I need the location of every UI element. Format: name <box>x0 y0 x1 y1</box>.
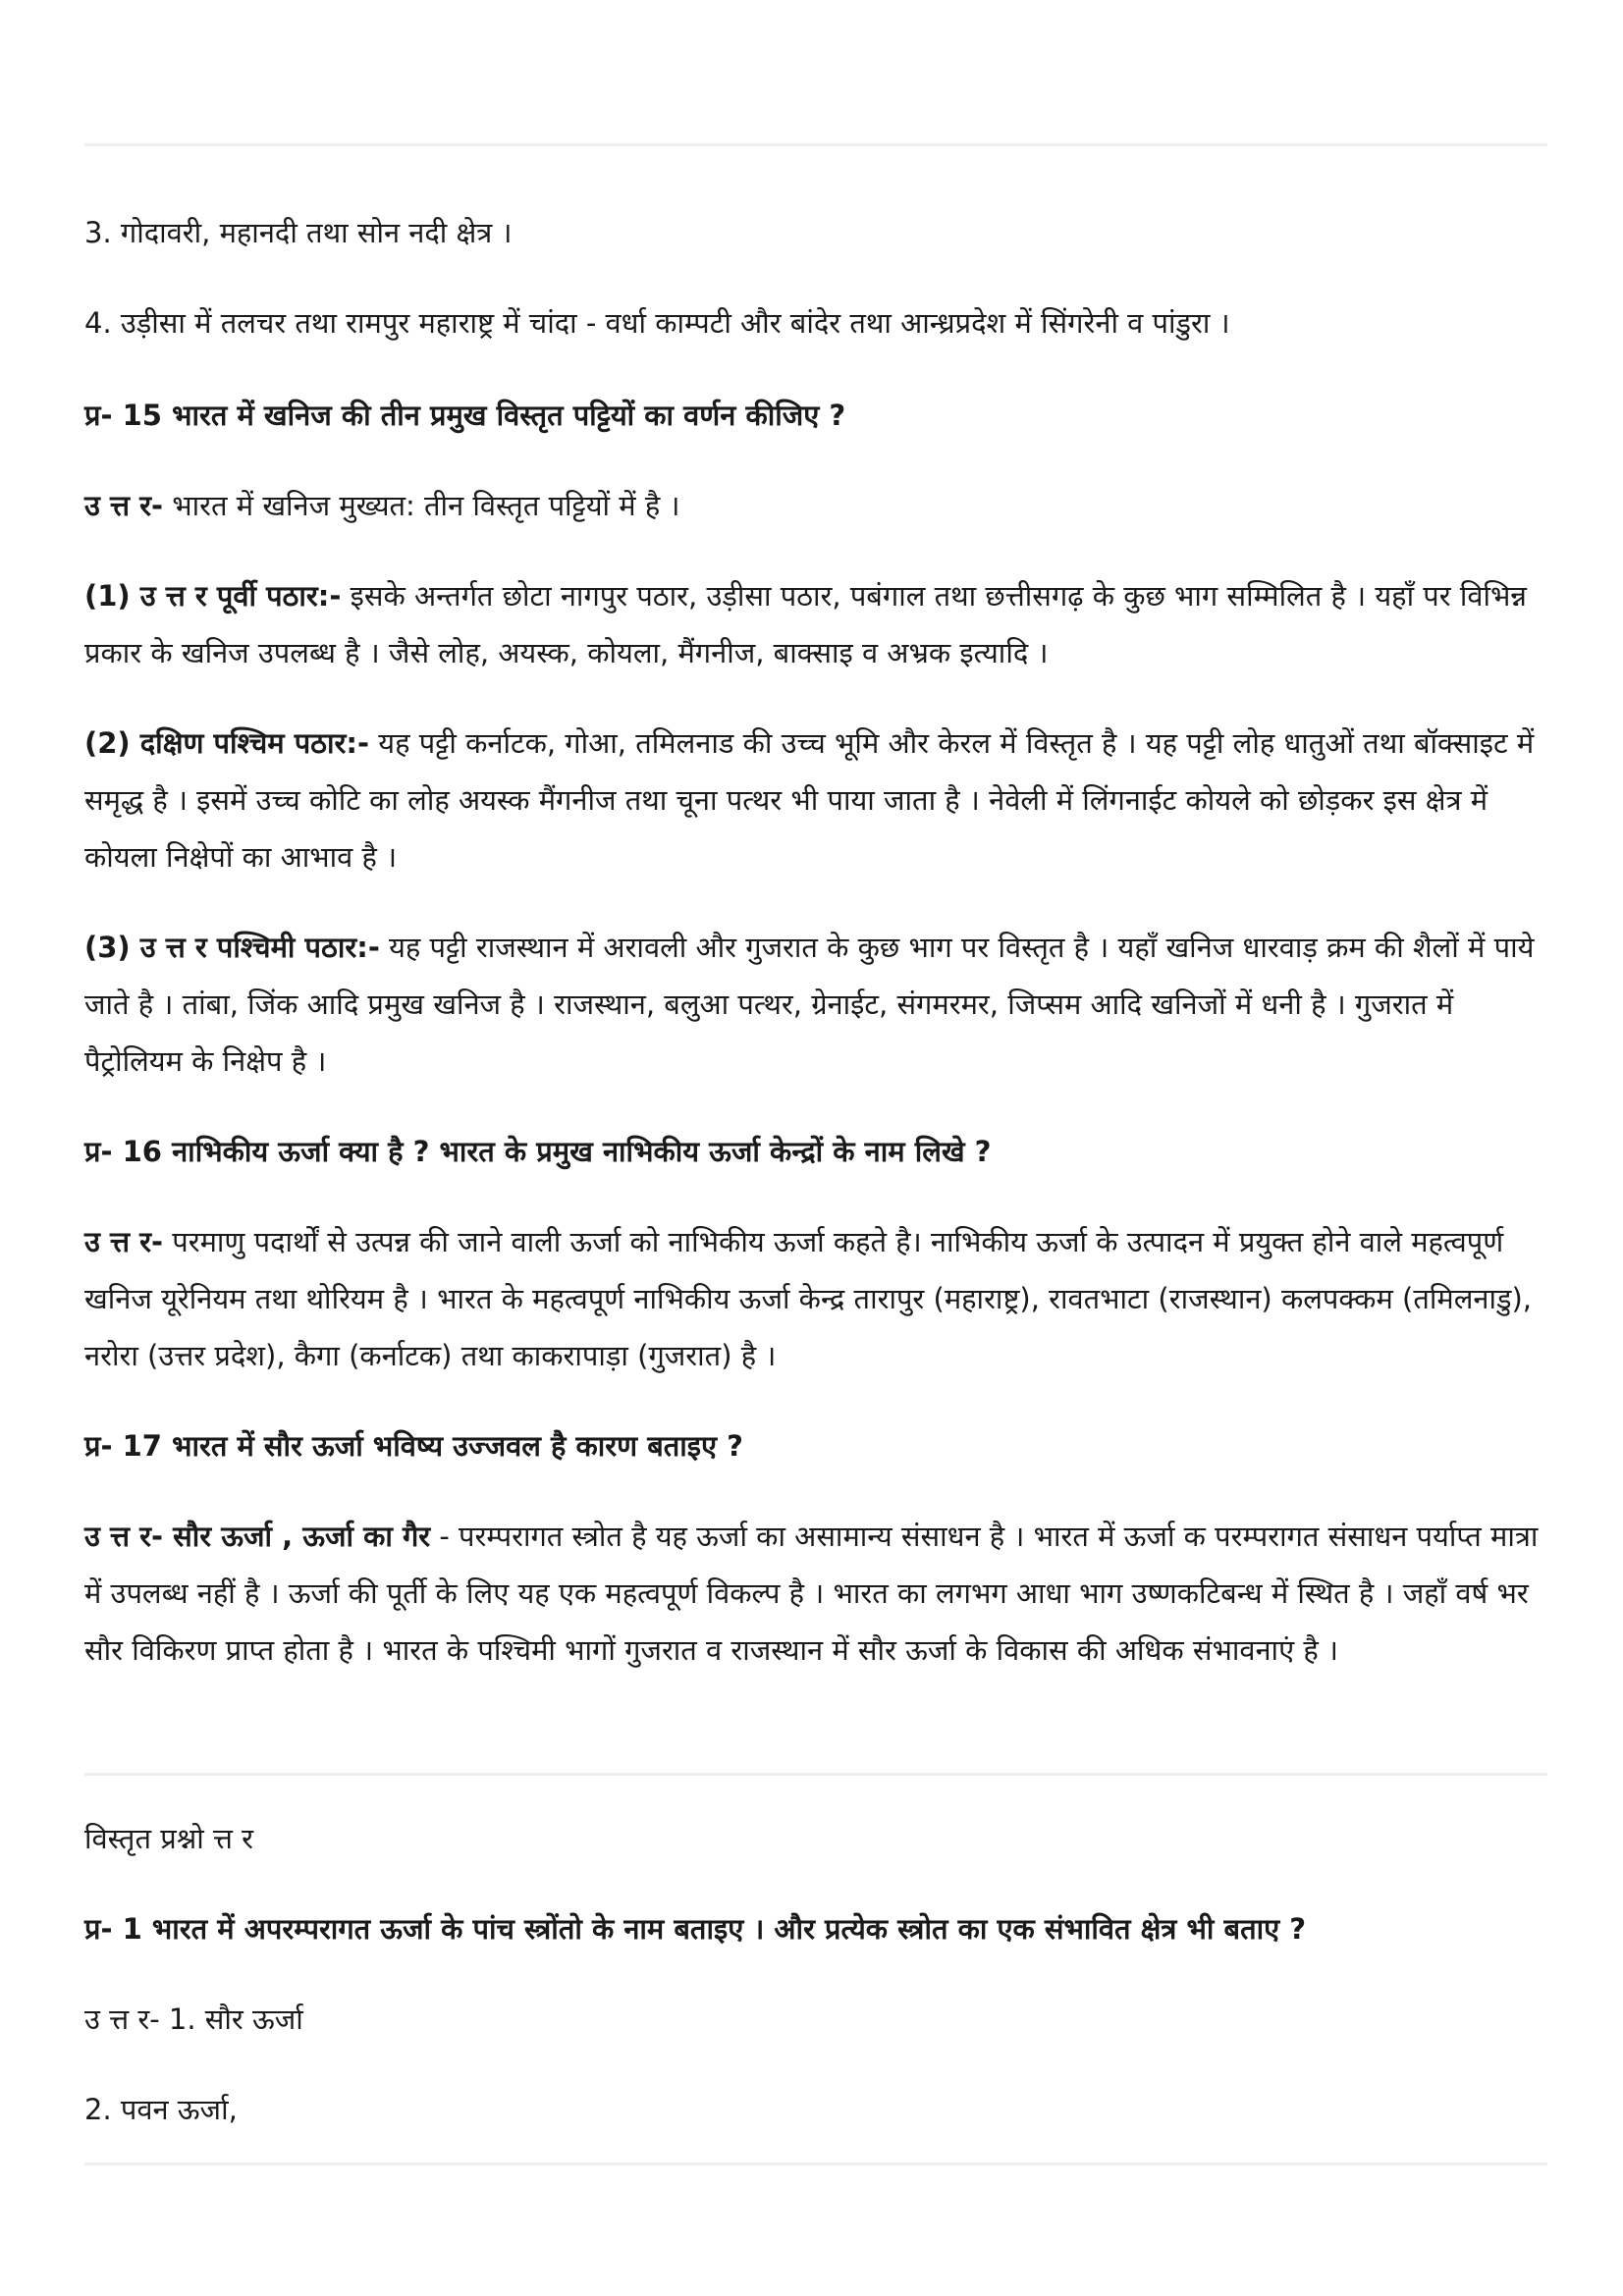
answer-17 <box>84 1508 1547 1679</box>
part-3 <box>84 919 1547 1090</box>
long-question-1: प्र- 1 भारत में अपरम्परागत ऊर्जा के पांच स्त्रोंतो के नाम बताइए । और प्रत्येक स्त्रोत का एक संभावित क्षेत्र भी बताए ? <box>84 1912 1307 1946</box>
part-label: (3) उ त्त र पश्चिमी पठार:- <box>84 931 380 964</box>
question-17: प्र- 17 भारत में सौर ऊर्जा भविष्य उज्जवल है कारण बताइए ? <box>84 1429 743 1463</box>
part-1 <box>84 567 1547 681</box>
part-text: यह पट्टी कर्नाटक, गोआ, तमिलनाड की उच्च भूमि और केरल में विस्तृत है । यह पट्टी लोह धातुओं तथा बॉक्साइट में समृद्ध है । इसमें उच्च कोटि का लोह अयस्क मैंगनीज तथा चूना पत्थर भी पाया जाता है । नेवेली में लिंगनाईट कोयले को छोड़कर इस क्षेत्र में कोयला निक्षेपों का आभाव है । <box>84 726 1535 874</box>
long-answer-item-2: 2. पवन ऊर्जा, <box>84 2093 238 2126</box>
question-16: प्र- 16 नाभिकीय ऊर्जा क्या है ? भारत के प्रमुख नाभिकीय ऊर्जा केन्द्रों के नाम लिखे ? <box>84 1135 992 1168</box>
answer-16 <box>84 1213 1547 1384</box>
bottom-divider <box>84 2163 1547 2165</box>
top-divider <box>84 143 1547 146</box>
answer-label: उ त्त र- <box>84 1225 164 1258</box>
part-label: (1) उ त्त र पूर्वी पठार:- <box>84 579 342 613</box>
answer-label: उ त्त र- <box>84 489 164 522</box>
part-text: इसके अन्तर्गत छोटा नागपुर पठार, उड़ीसा पठार, पबंगाल तथा छत्तीसगढ़ के कुछ भाग सम्मिलित है । यहाँ पर विभिन्न प्रकार के खनिज उपलब्ध है । जैसे लोह, अयस्क, कोयला, मैंगनीज, बाक्साइ व अभ्रक इत्यादि । <box>84 579 1527 669</box>
answer-text: भारत में खनिज मुख्यत: तीन विस्तृत पट्टियों में है । <box>163 489 680 522</box>
list-item-3: 3. गोदावरी, महानदी तथा सोन नदी क्षेत्र । <box>84 216 513 249</box>
long-answer-1: उ त्त र- 1. सौर ऊर्जा <box>84 2002 303 2036</box>
answer-text: परमाणु पदार्थों से उत्पन्न की जाने वाली ऊर्जा को नाभिकीय ऊर्जा कहते है। नाभिकीय ऊर्जा के उत्पादन में प्रयुक्त होने वाले महत्वपूर्ण खनिज यूरेनियम तथा थोरियम है । भारत के महत्वपूर्ण नाभिकीय ऊर्जा केन्द्र तारापुर (महाराष्ट्र), रावतभाटा (राजस्थान) कलपक्कम (तमिलनाडु), नरोरा (उत्तर प्रदेश), कैगा (कर्नाटक) तथा काकरापाड़ा (गुजरात) है । <box>84 1225 1533 1372</box>
part-2 <box>84 715 1547 885</box>
list-item-4: 4. उड़ीसा में तलचर तथा रामपुर महाराष्ट्र में चांदा - वर्धा काम्पटी और बांदेर तथा आन्ध्रप्रदेश में सिंगरेनी व पांडुरा । <box>84 306 1230 340</box>
part-text: यह पट्टी राजस्थान में अरावली और गुजरात के कुछ भाग पर विस्तृत है । यहाँ खनिज धारवाड़ क्रम की शैलों में पाये जाते है । तांबा, जिंक आदि प्रमुख खनिज है । राजस्थान, बलुआ पत्थर, ग्रेनाईट, संगमरमर, जिप्सम आदि खनिजों में धनी है । गुजरात में पैट्रोलियम के निक्षेप है । <box>84 931 1535 1078</box>
part-label: (2) दक्षिण पश्चिम पठार:- <box>84 726 370 760</box>
question-15: प्र- 15 भारत में खनिज की तीन प्रमुख विस्तृत पट्टियों का वर्णन कीजिए ? <box>84 399 846 432</box>
answer-text: - परम्परागत स्त्रोत है यह ऊर्जा का असामान्य संसाधन है । भारत में ऊर्जा क परम्परागत संसाधन पर्याप्त मात्रा में उपलब्ध नहीं है । ऊर्जा की पूर्ती के लिए यह एक महत्वपूर्ण विकल्प है । भारत का लगभग आधा भाग उष्णकटिबन्ध में स्थित है । जहाँ वर्ष भर सौर विकिरण प्राप्त होता है । भारत के पश्चिमी भागों गुजरात व राजस्थान में सौर ऊर्जा के विकास की अधिक संभावनाएं है । <box>84 1520 1539 1667</box>
answer-15 <box>84 477 1547 534</box>
section-heading: विस्तृत प्रश्नो त्त र <box>84 1822 254 1855</box>
answer-label: उ त्त र- सौर ऊर्जा , ऊर्जा का गैर <box>84 1520 431 1553</box>
section-divider <box>84 1773 1547 1776</box>
document-page <box>84 0 1547 2296</box>
